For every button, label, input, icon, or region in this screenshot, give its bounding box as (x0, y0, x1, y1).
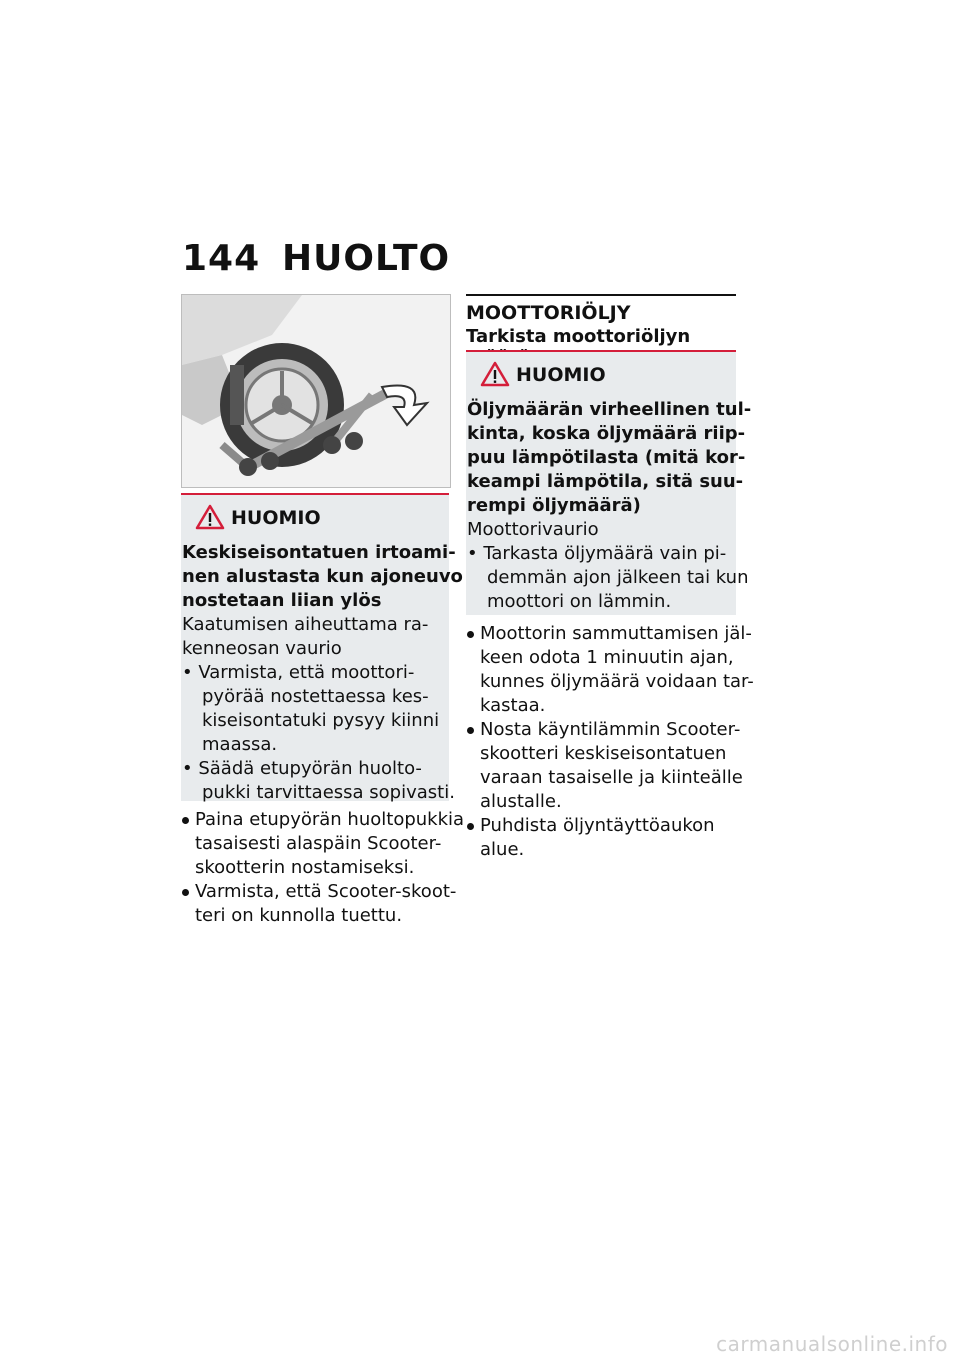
warning-bullet-line: pukki tarvittaessa sopivasti. (202, 782, 455, 803)
warning-title: HUOMIO (466, 352, 736, 398)
step-line: alustalle. (480, 791, 562, 812)
warning-cause-line: keampi lämpötila, sitä suu- (467, 471, 744, 492)
step-line: Moottorin sammuttamisen jäl- (480, 623, 752, 644)
section-title: HUOLTO (282, 238, 451, 279)
warning-cause-line: nen alustasta kun ajoneuvo (182, 566, 463, 587)
step-line: Paina etupyörän huoltopukkia (195, 809, 465, 830)
stand-illustration (181, 294, 451, 488)
warning-bullet-line: demmän ajon jälkeen tai kun (487, 567, 749, 588)
step-line: keen odota 1 minuutin ajan, (480, 647, 734, 668)
warning-cause-line: rempi öljymäärä) (467, 495, 641, 516)
warning-bullet-line: maassa. (202, 734, 278, 755)
left-steps (195, 808, 465, 928)
warning-triangle-icon (480, 360, 510, 388)
warning-box-right (466, 350, 752, 615)
step-line: Puhdista öljyntäyttöaukon (480, 814, 735, 838)
warning-cause-line: nostetaan liian ylös (182, 590, 382, 611)
page-header (182, 238, 450, 279)
step-line: kunnes öljymäärä voidaan tar- (480, 671, 754, 692)
warning-box-left (181, 493, 463, 803)
warning-cause-line: puu lämpötilasta (mitä kor- (467, 447, 746, 468)
right-steps (480, 622, 754, 862)
step-line: skootteri keskiseisontatuen (480, 743, 727, 764)
warning-effect-line: Moottorivaurio (467, 519, 599, 540)
warning-bullet-line: moottori on lämmin. (487, 591, 672, 612)
step-line: Varmista, että Scooter-skoot- (195, 881, 457, 902)
step-line: kastaa. (480, 695, 546, 716)
step-line: Nosta käyntilämmin Scooter- (480, 719, 741, 740)
step-line: varaan tasaiselle ja kiinteälle (480, 767, 743, 788)
watermark: carmanualsonline.info (716, 1332, 948, 1356)
front-stand-image (182, 295, 450, 487)
warning-title: HUOMIO (181, 495, 449, 541)
warning-bullet-line: kiseisontatuki pysyy kiinni (202, 710, 440, 731)
section-subheading: Tarkista moottoriöljyn (466, 326, 691, 347)
step-line: teri on kunnolla tuettu. (195, 905, 403, 926)
page-number: 144 (182, 238, 261, 279)
warning-bullet-line: • Tarkasta öljymäärä vain pi- (467, 543, 727, 564)
warning-effect-line: Kaatumisen aiheuttama ra- (182, 614, 429, 635)
warning-effect-line: kenneosan vaurio (182, 638, 342, 659)
step-line: alue. (480, 839, 525, 860)
warning-bullet-line: pyörää nostettaessa kes- (202, 686, 429, 707)
step-line: skootterin nostamiseksi. (195, 857, 415, 878)
warning-bullet-line: • Säädä etupyörän huolto- (182, 758, 422, 779)
warning-cause-line: kinta, koska öljymäärä riip- (467, 423, 746, 444)
warning-bullet-line: • Varmista, että moottori- (182, 662, 415, 683)
step-line: tasaisesti alaspäin Scooter- (195, 833, 442, 854)
warning-cause-line: Öljymäärän virheellinen tul- (467, 399, 752, 420)
section-heading: MOOTTORIÖLJY (466, 294, 736, 324)
warning-triangle-icon (195, 503, 225, 531)
warning-cause-line: Keskiseisontatuen irtoami- (182, 542, 456, 563)
